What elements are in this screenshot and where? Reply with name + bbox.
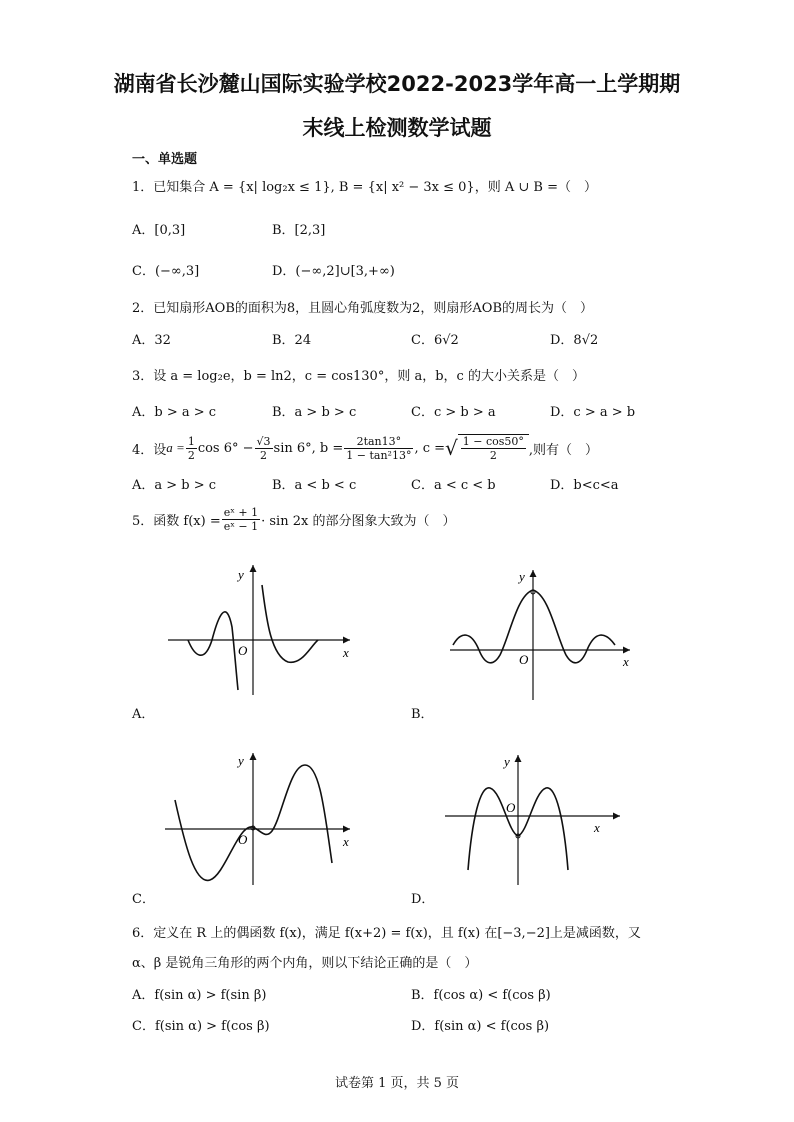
- q5-suffix: · sin 2x 的部分图象大致为（ ）: [261, 513, 456, 529]
- graph-option-a: [160, 555, 360, 705]
- question-2-option-b: B．24: [272, 333, 312, 348]
- q4-c-eq: , c =: [414, 440, 446, 456]
- q4-b-num: 2tan13°: [344, 435, 413, 449]
- q4-frac-sqrt3: [255, 435, 273, 462]
- origin-label: O: [238, 643, 248, 658]
- question-6-option-d: D．f(sin α) < f(cos β): [411, 1019, 550, 1034]
- graph-option-b: [445, 565, 640, 705]
- question-2-option-d: D．8√2: [550, 333, 599, 348]
- question-4-stem: [132, 428, 598, 468]
- question-1-stem: 1．已知集合 A = {x| log₂x ≤ 1}, B = {x| x² − 3x ≤ 0}，则 A ∪ B =（ ）: [132, 180, 597, 195]
- question-5-option-d: D．: [411, 892, 435, 907]
- q4-cos6: cos 6° −: [197, 440, 254, 456]
- q4-half-den: 2: [187, 448, 195, 462]
- x-axis-label: x: [594, 820, 600, 835]
- question-6-stem-line1: 6．定义在 R 上的偶函数 f(x)，满足 f(x+2) = f(x)，且 f(x) 在[−3,−2]上是减函数，又: [132, 926, 641, 941]
- question-3-option-c: C．c > b > a: [411, 405, 496, 420]
- section-heading-single-choice: 一、单选题: [132, 152, 198, 167]
- question-6-option-b: B．f(cos α) < f(cos β): [411, 988, 551, 1003]
- q5-num: eˣ + 1: [223, 505, 259, 519]
- x-axis-label: x: [343, 834, 349, 849]
- q4-b-den: 1 − tan²13°: [346, 448, 412, 462]
- y-axis-label: y: [504, 754, 510, 769]
- graph-option-d: [440, 750, 630, 890]
- origin-label: O: [519, 652, 529, 667]
- curve: [453, 590, 615, 663]
- q5-prefix: 5．函数 f(x) =: [132, 513, 221, 529]
- page-title-line1: 湖南省长沙麓山国际实验学校2022-2023学年高一上学期期: [113, 72, 681, 96]
- q4-sin6: sin 6°, b =: [273, 440, 344, 456]
- question-5-stem: [132, 500, 455, 538]
- y-axis-label: y: [238, 753, 244, 768]
- x-axis-label: x: [343, 645, 349, 660]
- q5-frac: [222, 506, 260, 533]
- question-1-option-d: D．(−∞,2]∪[3,+∞): [272, 264, 395, 279]
- question-6-option-a: A．f(sin α) > f(sin β): [132, 988, 267, 1003]
- origin-label: O: [506, 800, 516, 815]
- question-1-option-b: B．[2,3]: [272, 223, 326, 238]
- q4-prefix: 4．设: [132, 442, 167, 458]
- q4-suffix: ,则有（ ）: [528, 442, 599, 458]
- question-6-option-c: C．f(sin α) > f(cos β): [132, 1019, 270, 1034]
- question-4-option-a: A．a > b > c: [132, 478, 217, 493]
- question-3-stem: 3．设 a = log₂e，b = ln2，c = cos130°，则 a，b，c 的大小关系是（ ）: [132, 369, 585, 384]
- question-3-option-a: A．b > a > c: [132, 405, 217, 420]
- y-axis-label: y: [238, 567, 244, 582]
- question-6-stem-line2: α、β 是锐角三角形的两个内角，则以下结论正确的是（ ）: [132, 956, 478, 971]
- question-5-option-a: A．: [132, 707, 155, 722]
- question-2-option-a: A．32: [132, 333, 171, 348]
- q4-frac-b: [344, 435, 413, 462]
- question-1-option-c: C．(−∞,3]: [132, 264, 200, 279]
- q4-sqrt3-den: 2: [260, 448, 268, 462]
- question-3-option-d: D．c > a > b: [550, 405, 636, 420]
- q4-frac-half: [186, 435, 197, 462]
- q4-c-num: 1 − cos50°: [462, 435, 524, 448]
- question-5-option-b: B．: [411, 707, 434, 722]
- q5-den: eˣ − 1: [223, 519, 259, 533]
- q4-half-num: 1: [187, 434, 195, 448]
- y-axis-label: y: [519, 569, 525, 584]
- q4-frac-c: [461, 435, 526, 462]
- x-axis-label: x: [623, 654, 629, 669]
- page-title-line2: 末线上检测数学试题: [302, 116, 492, 140]
- question-4-option-c: C．a < c < b: [411, 478, 496, 493]
- q4-a-eq: a =: [166, 440, 185, 455]
- origin-label: O: [238, 832, 248, 847]
- page-footer: 试卷第 1 页，共 5 页: [334, 1076, 460, 1091]
- question-4-option-b: B．a < b < c: [272, 478, 357, 493]
- question-2-stem: 2．已知扇形AOB的面积为8，且圆心角弧度数为2，则扇形AOB的周长为（ ）: [132, 301, 594, 316]
- curve-right: [262, 585, 318, 662]
- question-4-option-d: D．b<c<a: [550, 478, 619, 493]
- q4-sqrt3-num: √3: [256, 434, 271, 448]
- graph-option-c: [160, 745, 360, 890]
- question-5-option-c: C．: [132, 892, 155, 907]
- question-2-option-c: C．6√2: [411, 333, 459, 348]
- question-1-option-a: A．[0,3]: [132, 223, 186, 238]
- q4-c-den: 2: [489, 449, 497, 462]
- question-3-option-b: B．a > b > c: [272, 405, 357, 420]
- q4-sqrt-sign: √: [445, 436, 458, 460]
- curve-left: [188, 612, 238, 690]
